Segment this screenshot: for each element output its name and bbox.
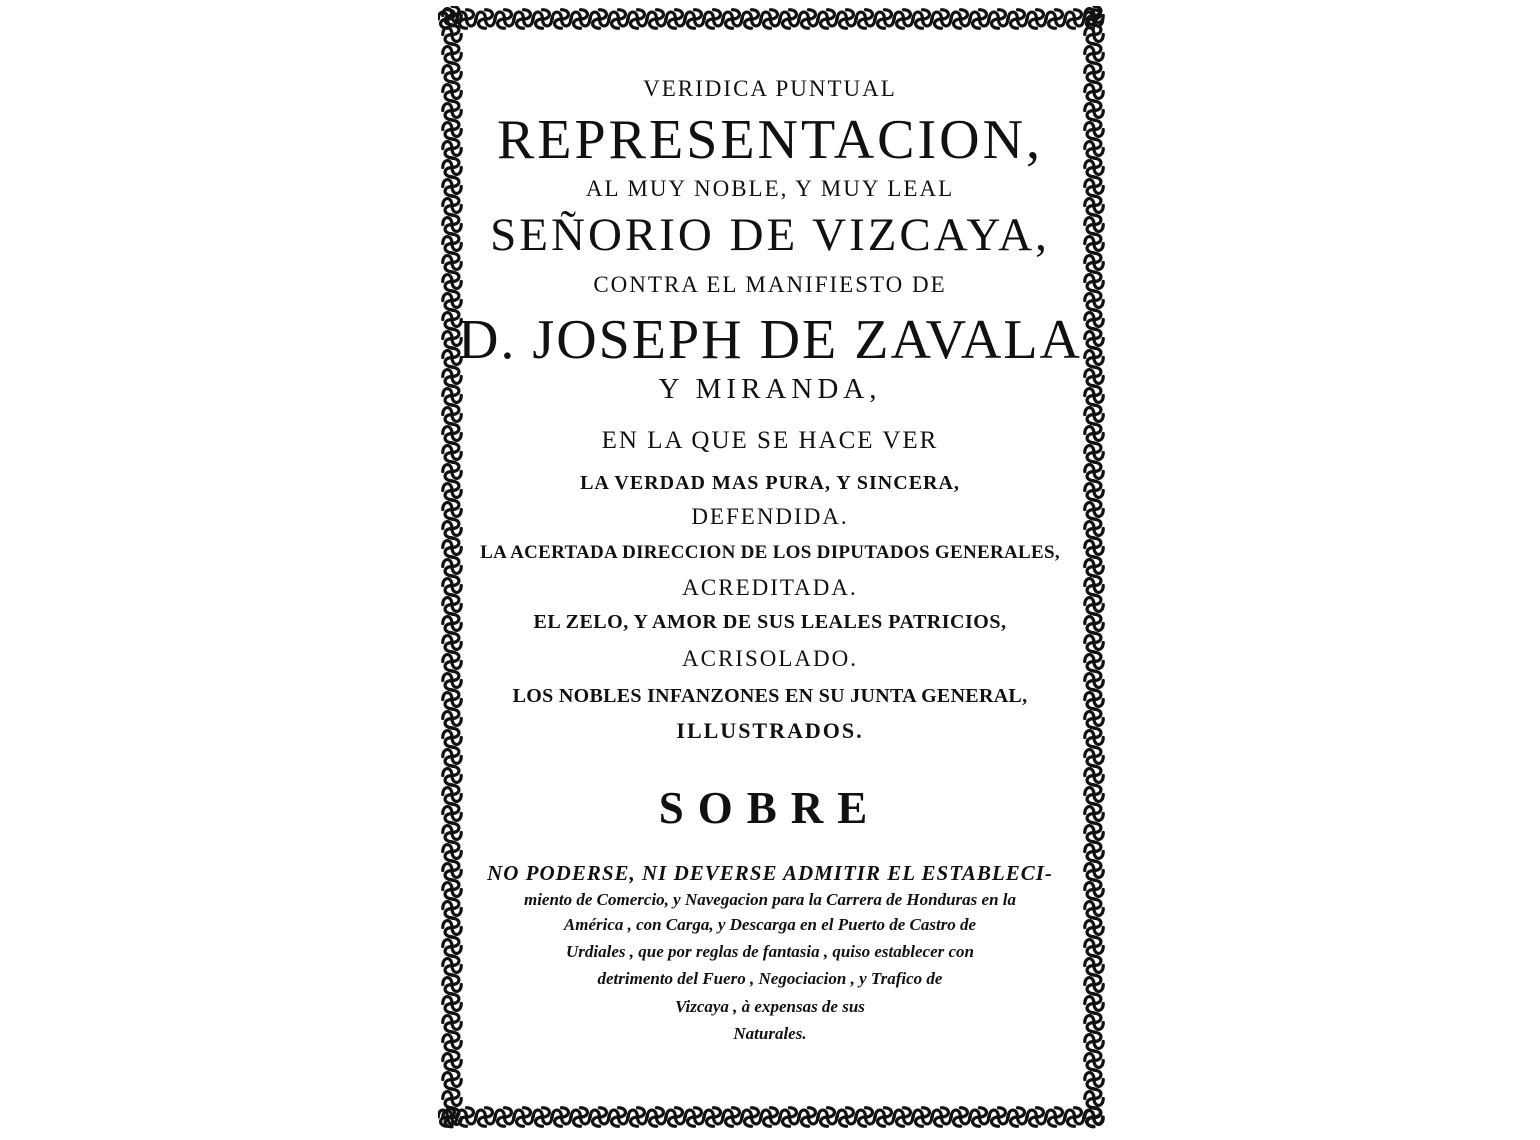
ornamental-border-bottom [438,1104,1108,1130]
main-title: REPRESENTACION, [496,109,1044,171]
body-line-2: miento de Comercio, y Navegacion para la Carrera de Honduras en la [523,890,1017,909]
author-name: D. JOSEPH DE ZAVALA [457,309,1082,371]
defendida-line: DEFENDIDA. [691,504,849,529]
title-line-veridica: VERIDICA PUNTUAL [643,76,897,101]
body-line-5: detrimento del Fuero , Negociacion , y Trafico de [597,969,943,988]
acrisolado-line: ACRISOLADO. [682,646,858,671]
body-line-4: Urdiales , que por reglas de fantasia , quiso establecer con [566,942,974,961]
senorio-title: SEÑORIO DE VIZCAYA, [490,209,1050,261]
body-line-3: América , con Carga, y Descarga en el Puerto de Castro de [563,915,977,934]
contra-line: CONTRA EL MANIFIESTO DE [593,272,947,297]
illustrados-line: ILLUSTRADOS. [676,718,864,743]
infanzones-line: LOS NOBLES INFANZONES EN SU JUNTA GENERAL, [512,685,1028,707]
ornamental-border-top [438,6,1108,32]
body-line-7: Naturales. [733,1024,807,1043]
sobre-heading: SOBRE [658,783,882,833]
ornament-pattern [438,6,1108,32]
verdad-line: LA VERDAD MAS PURA, Y SINCERA, [580,472,960,494]
acreditada-line: ACREDITADA. [682,575,858,600]
direccion-line: LA ACERTADA DIRECCION DE LOS DIPUTADOS GENERALES, [480,542,1060,563]
body-line-1: NO PODERSE, NI DEVERSE ADMITIR EL ESTABLECI- [487,861,1053,885]
author-surname: Y MIRANDA, [658,373,882,405]
en-la-que-line: EN LA QUE SE HACE VER [601,427,939,454]
zelo-line: EL ZELO, Y AMOR DE SUS LEALES PATRICIOS, [533,611,1007,633]
ornament-pattern [438,1104,1108,1130]
body-line-6: Vizcaya , à expensas de sus [675,997,865,1016]
dedication-line: AL MUY NOBLE, Y MUY LEAL [585,176,955,201]
